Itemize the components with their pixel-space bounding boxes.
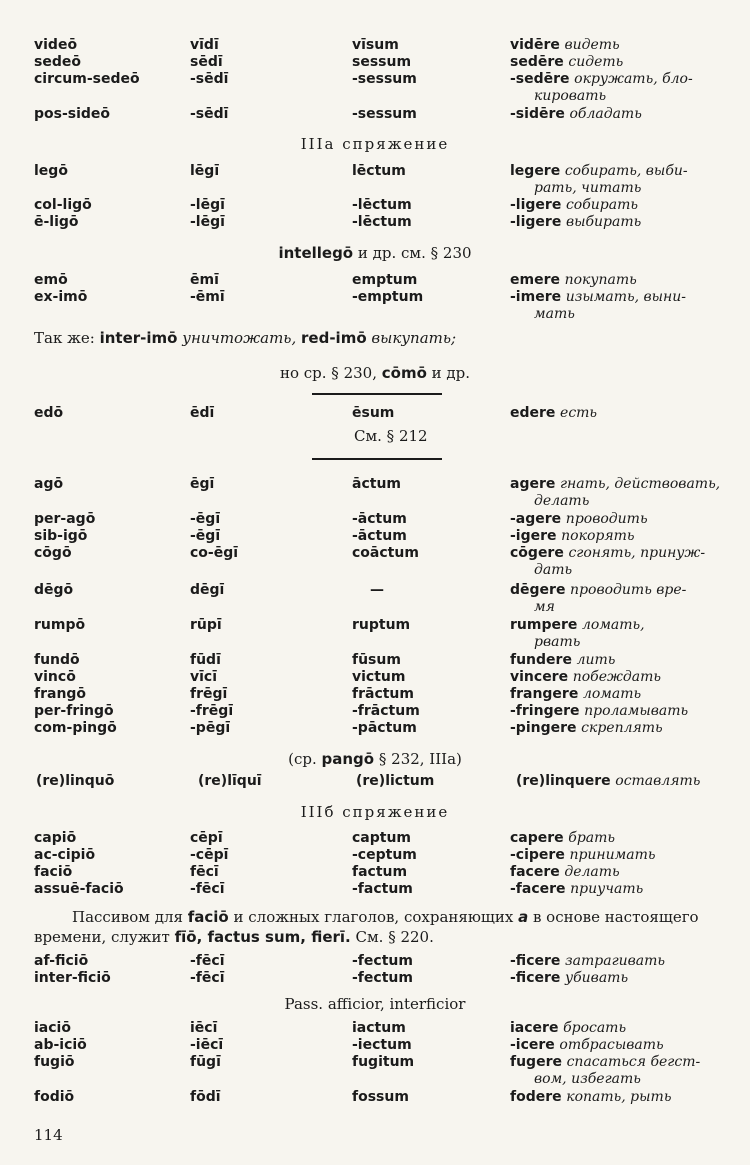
table-row: faciō fēcī factum facere делать bbox=[34, 864, 620, 880]
table-row: frangō frēgī frāctum frangere ломать bbox=[34, 686, 642, 702]
table-row: inter-ficiō -fēcī -fectum -ficere убивать bbox=[34, 970, 629, 986]
pango-reference: (ср. pangō § 232, IIIа) bbox=[288, 750, 462, 768]
table-row: iaciō iēcī iactum iacere бросать bbox=[34, 1020, 627, 1036]
section-heading-3a: IIIа спряжение bbox=[300, 135, 450, 153]
also-note: Так же: inter-imō уничтожать, red-imō выкупать; bbox=[34, 329, 457, 347]
table-row: af-ficiō -fēcī -fectum -ficere затрагивать bbox=[34, 953, 666, 969]
table-row: per-agō -ēgī -āctum -agere проводить bbox=[34, 511, 648, 527]
passive-forms-heading: Pass. afficior, interficior bbox=[284, 995, 466, 1013]
table-row: agō ēgī āctum agere гнать, действовать, bbox=[34, 476, 721, 492]
table-row: cōgō co-ēgī coāctum cōgere сгонять, принуж- bbox=[34, 545, 706, 561]
table-row: circum-sedeō -sēdī -sessum -sedēre окружать, бло- bbox=[34, 71, 693, 87]
table-row: ac-cipiō -cēpī -ceptum -cipere принимать bbox=[34, 847, 656, 863]
table-row: fodiō fōdī fossum fodere копать, рыть bbox=[34, 1089, 672, 1105]
table-row: fundō fūdī fūsum fundere лить bbox=[34, 652, 616, 668]
table-row: videō vīdī vīsum vidēre видеть bbox=[34, 37, 620, 53]
passive-note-paragraph: Пассивом для faciō и сложных глаголов, сохраняющих a в основе настоящего времени, служит fīō, factus sum, fierī. См. § 220. bbox=[34, 908, 699, 946]
table-row: capiō cēpī captum capere брать bbox=[34, 830, 616, 846]
table-row: dēgō dēgī — dēgere проводить вре- bbox=[34, 582, 687, 598]
separator-rule bbox=[312, 458, 442, 460]
table-row-continuation: мя bbox=[534, 599, 555, 615]
table-row: ab-iciō -iēcī -iectum -icere отбрасывать bbox=[34, 1037, 664, 1053]
section-heading-3b: IIIб спряжение bbox=[300, 803, 450, 821]
table-row-continuation: делать bbox=[534, 493, 590, 509]
separator-rule bbox=[312, 393, 442, 395]
table-row: ex-imō -ēmī -emptum -imere изымать, выни- bbox=[34, 289, 687, 305]
table-row: col-ligō -lēgī -lēctum -ligere собирать bbox=[34, 197, 638, 213]
table-row: per-fringō -frēgī -frāctum -fringere проламывать bbox=[34, 703, 689, 719]
table-row: rumpō rūpī ruptum rumpere ломать, bbox=[34, 617, 645, 633]
table-row: edō ēdī ēsum edere есть bbox=[34, 405, 598, 421]
table-row: (re)linquō (re)līquī (re)lictum (re)linquere оставлять bbox=[36, 773, 701, 789]
see-212-note: См. § 212 bbox=[354, 427, 428, 445]
table-row: sedeō sēdī sessum sedēre сидеть bbox=[34, 54, 624, 70]
table-row: pos-sideō -sēdī -sessum -sidēre обладать bbox=[34, 106, 642, 122]
table-row: ē-ligō -lēgī -lēctum -ligere выбирать bbox=[34, 214, 642, 230]
table-row: emō ēmī emptum emere покупать bbox=[34, 272, 637, 288]
table-row-continuation: дать bbox=[534, 562, 573, 578]
table-row-continuation: вом, избегать bbox=[534, 1071, 641, 1087]
table-row-continuation: рать, читать bbox=[534, 180, 642, 196]
table-row-continuation: кировать bbox=[534, 88, 607, 104]
intellego-note: intellegō и др. см. § 230 bbox=[278, 244, 472, 262]
but-compare-note: но ср. § 230, cōmō и др. bbox=[279, 364, 471, 382]
table-row: legō lēgī lēctum legere собирать, выби- bbox=[34, 163, 688, 179]
table-row: vincō vīcī victum vincere побеждать bbox=[34, 669, 662, 685]
page-number: 114 bbox=[34, 1126, 63, 1144]
table-row-continuation: мать bbox=[534, 306, 575, 322]
table-row: assuē-faciō -fēcī -factum -facere приучать bbox=[34, 881, 644, 897]
table-row: fugiō fūgī fugitum fugere спасаться бегст- bbox=[34, 1054, 701, 1070]
table-row: com-pingō -pēgī -pāctum -pingere скреплять bbox=[34, 720, 663, 736]
table-row: sib-igō -ēgī -āctum -igere покорять bbox=[34, 528, 635, 544]
table-row-continuation: рвать bbox=[534, 634, 581, 650]
